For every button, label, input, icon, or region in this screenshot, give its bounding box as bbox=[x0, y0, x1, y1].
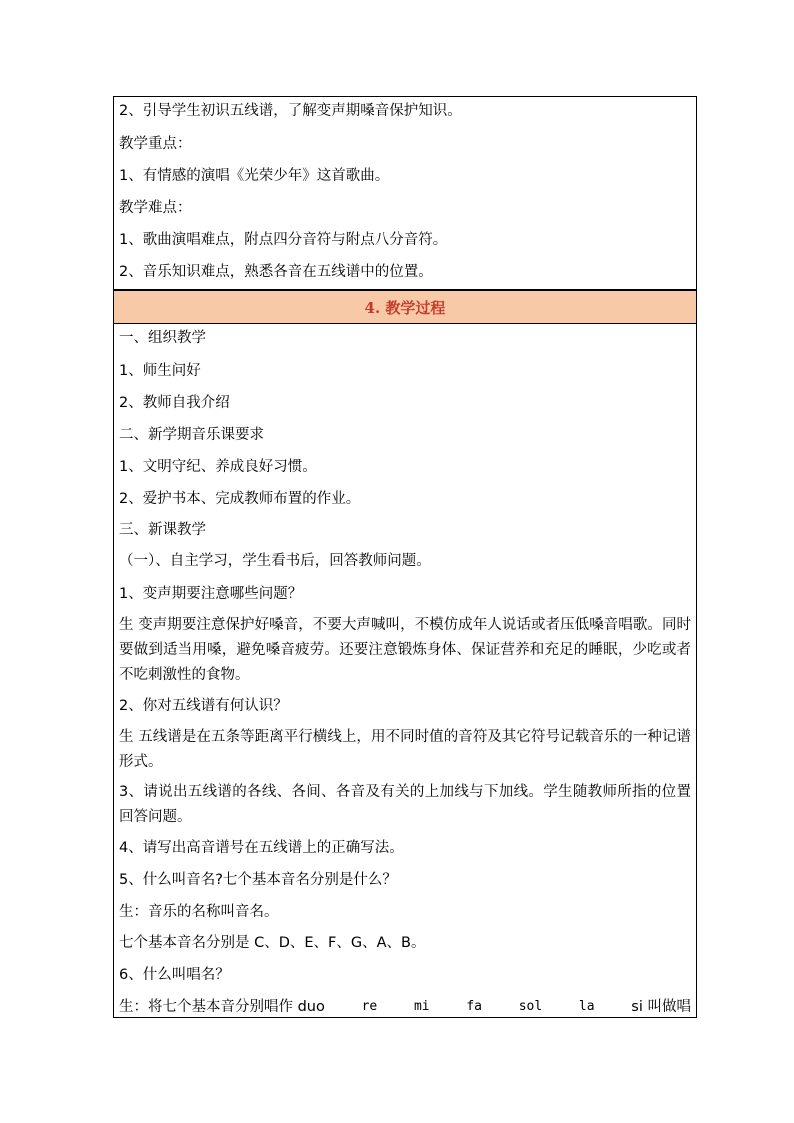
question-1: 1、变声期要注意哪些问题？ bbox=[119, 586, 303, 602]
process-greeting: 1、师生问好 bbox=[119, 363, 201, 379]
solfege-prefix: 生：将七个基本音分别唱作 duo bbox=[119, 999, 325, 1015]
objective-line-2: 2、引导学生初识五线谱，了解变声期嗓音保护知识。 bbox=[119, 103, 462, 119]
process-organize: 一、组织教学 bbox=[119, 330, 206, 346]
solfege-line bbox=[119, 995, 691, 1019]
solfege-sol: sol bbox=[518, 999, 543, 1014]
difficulty-2: 2、音乐知识难点，熟悉各音在五线谱中的位置。 bbox=[119, 264, 433, 280]
solfege-re: re bbox=[361, 999, 378, 1014]
difficulties-heading: 教学难点： bbox=[119, 200, 192, 216]
process-self-intro: 2、教师自我介绍 bbox=[119, 395, 230, 411]
section-header-teaching-process bbox=[113, 290, 697, 324]
answer-1: 生 变声期要注意保护好嗓音，不要大声喊叫，不模仿成年人说话或者压低嗓音唱歌。同时要做到适当用嗓，避免嗓音疲劳。还要注意锻炼身体、保证营养和充足的睡眠，少吃或者不吃刺激性的食物。 bbox=[119, 617, 691, 683]
question-6: 6、什么叫唱名？ bbox=[119, 967, 230, 983]
requirement-1: 1、文明守纪、养成良好习惯。 bbox=[119, 459, 317, 475]
requirement-2: 2、爱护书本、完成教师布置的作业。 bbox=[119, 491, 361, 507]
process-requirements: 二、新学期音乐课要求 bbox=[119, 427, 264, 443]
solfege-mi: mi bbox=[413, 999, 430, 1014]
process-new-lesson: 三、新课教学 bbox=[119, 522, 206, 538]
key-point-1: 1、有情感的演唱《光荣少年》这首歌曲。 bbox=[119, 168, 390, 184]
solfege-suffix: si 叫做唱 bbox=[631, 999, 691, 1015]
solfege-la: la bbox=[578, 999, 595, 1014]
solfege-fa: fa bbox=[466, 999, 482, 1014]
answer-2: 生 五线谱是在五条等距离平行横线上，用不同时值的音符及其它符号记载音乐的一种记谱形式。 bbox=[119, 729, 691, 770]
key-points-heading: 教学重点： bbox=[119, 136, 192, 152]
question-3: 3、请说出五线谱的各线、各间、各音及有关的上加线与下加线。学生随教师所指的位置回答问题。 bbox=[119, 784, 691, 825]
question-5: 5、什么叫音名?七个基本音名分别是什么？ bbox=[119, 872, 397, 888]
section-header-title: 4. 教学过程 bbox=[364, 298, 446, 317]
self-study: （一）、自主学习，学生看书后，回答教师问题。 bbox=[119, 553, 431, 569]
question-4: 4、请写出高音谱号在五线谱上的正确写法。 bbox=[119, 840, 404, 856]
answer-5: 生：音乐的名称叫音名。 bbox=[119, 904, 279, 920]
difficulty-1: 1、歌曲演唱难点，附点四分音符与附点八分音符。 bbox=[119, 232, 448, 248]
question-2: 2、你对五线谱有何认识？ bbox=[119, 698, 288, 714]
note-names: 七个基本音名分别是 C、D、E、F、G、A、B。 bbox=[119, 935, 426, 951]
